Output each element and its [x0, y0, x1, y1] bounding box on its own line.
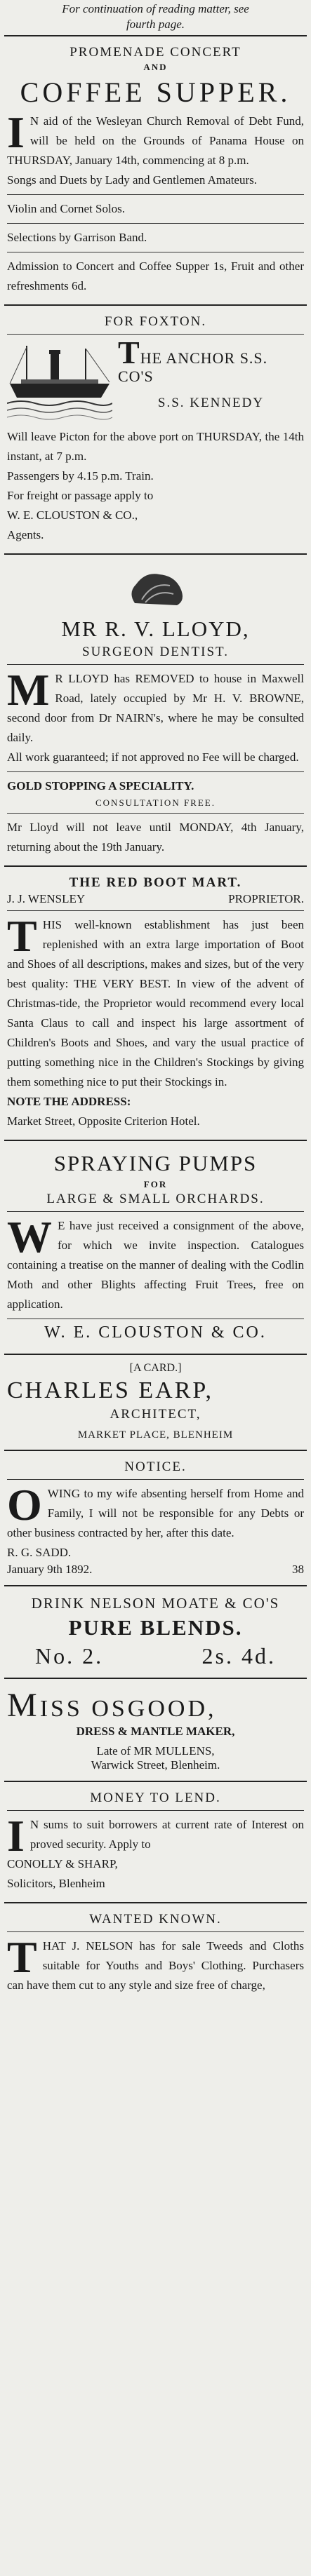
continuation-note [4, 0, 307, 36]
wanted-dropcap: T [7, 1932, 37, 1982]
foxton-passengers: Passengers by 4.15 p.m. Train. [7, 469, 154, 483]
foxton-ship-name: S.S. KENNEDY [157, 396, 265, 410]
notice-body [7, 1480, 304, 1543]
continuation-line-2: fourth page. [126, 18, 185, 31]
notice-number: 38 [292, 1563, 304, 1576]
promenade-body-text: N aid of the Wesleyan Church Removal of Debt Fund, will be held on the Grounds of Panama House on THURSDAY, January 14th, commencing at 8 p.m. [7, 114, 304, 167]
moate-price: 2s. 4d. [201, 1643, 276, 1668]
divider [7, 664, 304, 665]
redboot-body [7, 911, 304, 1092]
steamship-icon [7, 340, 112, 424]
foxton-dropcap: T [118, 335, 140, 370]
divider [7, 223, 304, 224]
divider [7, 1479, 304, 1480]
lloyd-gold: GOLD STOPPING A SPECIALITY. [7, 779, 194, 793]
promenade-subtitle: COFFEE SUPPER. [20, 76, 291, 108]
lloyd-body [7, 665, 304, 748]
money-role: Solicitors, Blenheim [7, 1877, 105, 1890]
money-title: MONEY TO LEND. [90, 1791, 221, 1805]
promenade-admission: Admission to Concert and Coffee Supper 1s, Fruit and other refreshments 6d. [7, 259, 304, 292]
lloyd-consultation: CONSULTATION FREE. [95, 797, 216, 808]
money-to-lend-ad [4, 1782, 307, 1903]
notice-signed: R. G. SADD. [7, 1546, 72, 1559]
earp-card-ad [4, 1355, 307, 1451]
promenade-title: PROMENADE CONCERT [70, 45, 241, 60]
osgood-name: ISS OSGOOD, [39, 1696, 217, 1722]
money-body-text: N sums to suit borrowers at current rate of Interest on proved security. Apply to [29, 1818, 304, 1851]
moate-blends: PURE BLENDS. [68, 1615, 243, 1640]
lloyd-body-text: R LLOYD has REMOVED to house in Maxwell Road, lately occupied by Mr H. V. BROWNE, second door from Dr NAIRN's, where he may be consulted daily. [7, 672, 304, 744]
divider [7, 194, 304, 195]
promenade-songs: Songs and Duets by Lady and Gentlemen Amateurs. [7, 173, 257, 187]
spraying-dropcap: W [7, 1212, 52, 1262]
continuation-line-1: For continuation of reading matter, see [62, 2, 249, 15]
shell-ornament-icon [121, 565, 191, 614]
redboot-title: THE RED BOOT MART. [69, 875, 242, 890]
foxton-ad [4, 306, 307, 555]
moate-number: No. 2. [35, 1643, 104, 1668]
wanted-known-ad [4, 1903, 307, 2004]
divider [7, 771, 304, 772]
money-firm: CONOLLY & SHARP, [7, 1857, 118, 1870]
spraying-subtitle: LARGE & SMALL ORCHARDS. [46, 1192, 265, 1206]
foxton-body: Will leave Picton for the above port on THURSDAY, the 14th instant, at 7 p.m. [7, 430, 304, 463]
osgood-name-row [7, 1686, 304, 1725]
lloyd-guarantee: All work guaranteed; if not approved no Fee will be charged. [7, 750, 299, 764]
notice-body-text: WING to my wife absenting herself from Home and Family, I will not be responsible for any Debts or other business contracted by her, after this date. [7, 1487, 304, 1539]
lloyd-dentist-ad [4, 555, 307, 867]
earp-address: MARKET PLACE, BLENHEIM [77, 1429, 234, 1441]
foxton-company-text: HE ANCHOR S.S. CO'S [118, 349, 268, 385]
redboot-proprietor-label: PROPRIETOR. [228, 892, 304, 905]
lloyd-title: MR R. V. LLOYD, [61, 616, 250, 641]
promenade-concert-ad [4, 36, 307, 306]
earp-name: CHARLES EARP, [7, 1377, 214, 1403]
moate-price-row [7, 1643, 304, 1669]
lloyd-note: Mr Lloyd will not leave until MONDAY, 4th January, returning about the 19th January. [7, 821, 304, 854]
promenade-dropcap: I [7, 107, 25, 157]
spraying-title: SPRAYING PUMPS [53, 1151, 258, 1175]
wanted-title: WANTED KNOWN. [89, 1912, 222, 1927]
notice-dropcap: O [7, 1480, 42, 1530]
redboot-note-title: NOTE THE ADDRESS: [7, 1095, 131, 1108]
notice-title: NOTICE. [124, 1459, 187, 1474]
spraying-firm: W. E. CLOUSTON & CO. [44, 1323, 267, 1342]
spraying-body-text: E have just received a consignment of the above, for which we invite inspection. Catalogues containing a treatise on the manner of dealing with the Codlin Moth and other Blights affecting Fruit Trees, free on application. [7, 1219, 304, 1311]
notice-date-row [7, 1563, 304, 1577]
promenade-selections: Selections by Garrison Band. [7, 231, 147, 244]
redboot-address: Market Street, Opposite Criterion Hotel. [7, 1114, 200, 1128]
osgood-ad [4, 1679, 307, 1782]
notice-date: January 9th 1892. [7, 1563, 93, 1576]
osgood-address: Warwick Street, Blenheim. [91, 1758, 220, 1772]
foxton-title: FOR FOXTON. [104, 314, 207, 329]
money-body [7, 1811, 304, 1861]
promenade-and: AND [143, 62, 168, 72]
notice-ad [4, 1451, 307, 1586]
foxton-agents-label: Agents. [7, 528, 44, 541]
osgood-late: Late of MR MULLENS, [96, 1744, 215, 1758]
osgood-role: DRESS & MANTLE MAKER, [76, 1725, 235, 1738]
earp-role: ARCHITECT, [110, 1407, 201, 1422]
moate-title: DRINK NELSON MOATE & CO'S [31, 1595, 280, 1612]
divider [7, 334, 304, 335]
lloyd-dropcap: M [7, 665, 50, 715]
wanted-body [7, 1932, 304, 1995]
redboot-proprietor-row [7, 892, 304, 906]
redboot-dropcap: T [7, 911, 37, 961]
spraying-pumps-ad [4, 1141, 307, 1355]
promenade-body [7, 107, 304, 170]
osgood-dropcap: M [7, 1687, 40, 1724]
money-dropcap: I [7, 1811, 25, 1861]
earp-card-label: [A CARD.] [129, 1362, 182, 1374]
foxton-freight: For freight or passage apply to [7, 489, 154, 502]
redboot-body-text: HIS well-known establishment has just been replenished with an extra large importation of Boot and Shoes of all descriptions, makes and sizes, but of the very best quality: THE VERY BEST. In view of the advent of Christmas-tide, the Proprietor would recommend every local Santa Claus to call and inspect his large assortment of Children's Boots and Shoes, and vary the usual practice of putting something nice in the Children's Stockings by giving them something nice to put their Stockings in. [7, 918, 304, 1088]
wanted-body-text: HAT J. NELSON has for sale Tweeds and Cloths suitable for Youths and Boys' Clothing. Purchasers can have them cut to any style and size free of charge, [7, 1939, 304, 1992]
red-boot-mart-ad [4, 867, 307, 1141]
spraying-for: FOR [143, 1179, 168, 1189]
divider [7, 910, 304, 911]
divider [7, 813, 304, 814]
promenade-violin: Violin and Cornet Solos. [7, 202, 126, 215]
lloyd-subtitle: SURGEON DENTIST. [82, 645, 229, 659]
spraying-body [7, 1212, 304, 1314]
divider [7, 1810, 304, 1811]
foxton-agent: W. E. CLOUSTON & CO., [7, 508, 138, 522]
divider [7, 1931, 304, 1932]
redboot-proprietor-name: J. J. WENSLEY [7, 892, 86, 905]
nelson-moate-ad [4, 1586, 307, 1679]
